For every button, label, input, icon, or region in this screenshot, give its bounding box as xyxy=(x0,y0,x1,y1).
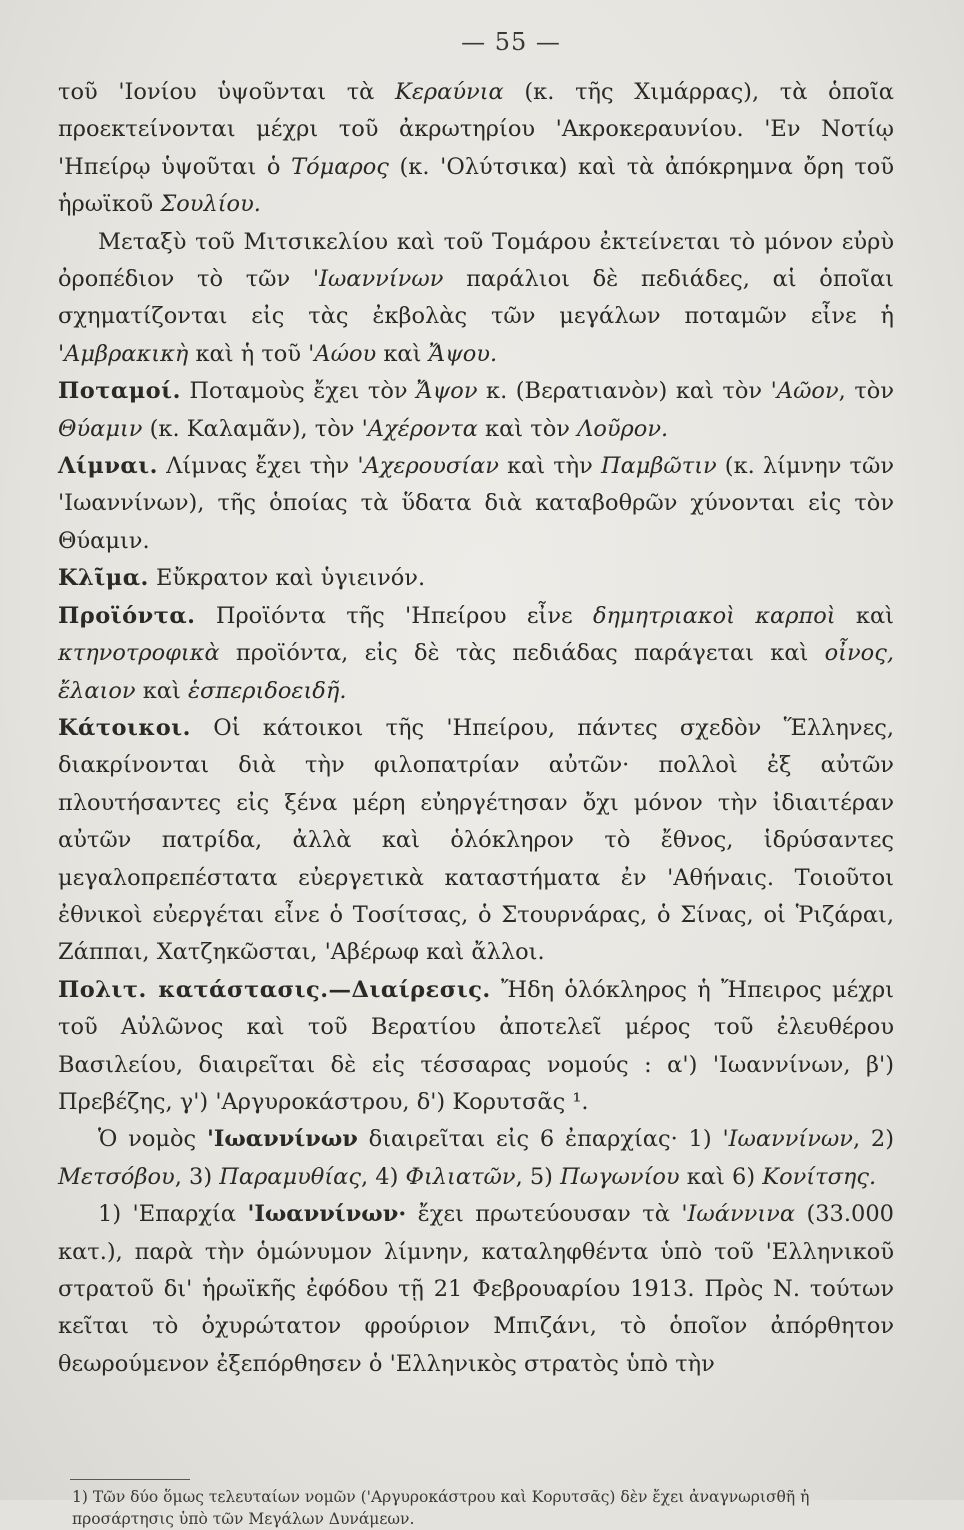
text-run: Κεραύνια xyxy=(395,79,504,105)
text-run: καὶ xyxy=(135,677,188,704)
paragraph-p4 xyxy=(58,448,894,560)
text-run: Ἄψον xyxy=(416,378,478,405)
text-run: οἶνος, ἔλαιον xyxy=(58,640,894,704)
text-run: ἔχει πρωτεύουσαν τὰ xyxy=(406,1201,682,1228)
text-run: 1) 'Επαρχία xyxy=(98,1201,248,1228)
text-run: 'Αῶον xyxy=(770,378,839,405)
text-run: κτηνοτροφικὰ xyxy=(58,640,220,667)
text-run: Μετσόβου xyxy=(58,1163,175,1190)
text-run: , 2) xyxy=(852,1126,894,1153)
text-run: (κ. τῆς Χιμάρρας), τὰ ὁποῖα προεκτείνονται μέχρι τοῦ ἀκρωτηρίου 'Ακροκεραυνίου. 'Εν Νοτίῳ 'Ηπείρῳ ὑψοῦται ὁ xyxy=(58,79,894,180)
text-run: 'Αχέροντα xyxy=(361,415,478,442)
text-run: Προϊόντα τῆς 'Ηπείρου εἶνε xyxy=(195,602,594,629)
text-run: Τόμαρος xyxy=(291,153,389,180)
text-run: , 5) xyxy=(515,1163,561,1190)
footnote xyxy=(58,1486,894,1530)
text-run: ἑσπεριδοειδῆ. xyxy=(187,677,347,704)
paragraph-p10 xyxy=(58,1196,894,1383)
main-text xyxy=(58,74,894,1383)
paragraph-p2 xyxy=(58,224,894,374)
text-run: προϊόντα, εἰς δὲ τὰς πεδιάδας παράγεται καὶ xyxy=(219,640,825,667)
text-run: καὶ xyxy=(835,602,894,629)
section-heading: Κλῖμα. xyxy=(58,565,149,592)
text-run: Λοῦρον. xyxy=(577,415,669,442)
text-run: Οἱ κάτοικοι τῆς 'Ηπείρου, πάντες σχεδὸν Ἕλληνες, διακρίνονται διὰ τὴν φιλοπατρίαν αὐτῶν· πολλοὶ ἐξ αὐτῶν πλουτήσαντες εἰς ξένα μέρη εὐηργέτησαν ὄχι μόνον τὴν ἰδιαιτέραν αὐτῶν πατρίδα, ἀλλὰ καὶ ὁλόκληρον τὸ ἔθνος, ἱδρύσαντες μεγαλοπρεπέστατα εὐεργετικὰ καταστήματα ἐν 'Αθήναις. Τοιοῦτοι ἐθνικοὶ εὐεργέται εἶνε ὁ Τοσίτσας, ὁ Στουρνάρας, ὁ Σίνας, οἱ Ῥιζάραι, Ζάππαι, Χατζηκῶσται, 'Αβέρωφ καὶ ἄλλοι. xyxy=(58,714,894,966)
text-run: Φιλιατῶν xyxy=(405,1163,516,1190)
text-run: κ. (Βερατιανὸν) καὶ τὸν xyxy=(477,378,771,405)
text-run: 'Αχερουσίαν xyxy=(357,453,499,480)
text-run: 'Ιωαννίνων xyxy=(312,266,444,293)
text-run: Ἤδη ὁλόκληρος ἡ Ἤπειρος μέχρι τοῦ Αὐλῶνος καὶ τοῦ Βερατίου ἀποτελεῖ μέρος τοῦ ἐλευθέρου Βασιλείου, διαιρεῖται δὲ εἰς τέσσαρας νομούς : α') 'Ιωαννίνων, β') Πρεβέζης, γ') 'Αργυροκάστρου, δ') Κορυτσᾶς ¹. xyxy=(58,976,894,1115)
text-run: Παραμυθίας xyxy=(219,1163,361,1190)
text-run: καὶ τὸν xyxy=(477,415,578,442)
text-run: καὶ τὴν xyxy=(498,453,601,480)
text-run: (κ. λίμνην τῶν 'Ιωαννίνων), τῆς ὁποίας τὰ ὕδατα διὰ καταβοθρῶν χύνονται εἰς τὸν Θύαμιν. xyxy=(58,453,894,554)
paragraph-p3 xyxy=(58,373,894,448)
text-run: (33.000 κατ.), παρὰ τὴν ὁμώνυμον λίμνην, καταληφθέντα ὑπὸ τοῦ 'Ελληνικοῦ στρατοῦ δι' ἡρωϊκῆς ἐφόδου τῇ 21 Φεβρουαρίου 1913. Πρὸς Ν. τούτων κεῖται τὸ ὀχυρώτατον φρούριον Μπιζάνι, τὸ ὁποῖον ἀπόρθητον θεωρούμενον ἐξεπόρθησεν ὁ 'Ελληνικὸς στρατὸς ὑπὸ τὴν xyxy=(58,1201,894,1377)
text-run: Θύαμιν xyxy=(58,415,143,442)
text-run: 'Ιωαννίνων· xyxy=(247,1201,407,1228)
paragraph-p6 xyxy=(58,598,894,710)
text-run: καὶ xyxy=(376,340,429,367)
text-run: , τὸν xyxy=(838,378,895,405)
text-run: Ὁ νομὸς xyxy=(98,1126,207,1153)
text-run: , 3) xyxy=(174,1163,220,1190)
paragraph-p1 xyxy=(58,74,894,224)
text-run: , 4) xyxy=(360,1163,406,1190)
paragraph-p8 xyxy=(58,972,894,1122)
text-run: Λίμνας ἔχει τὴν xyxy=(157,453,358,480)
text-run: (κ. Καλαμᾶν), τὸν xyxy=(142,415,362,442)
section-heading: Λίμναι. xyxy=(58,453,158,480)
text-run: Ἄψου. xyxy=(428,340,498,367)
text-run: διαιρεῖται εἰς 6 ἐπαρχίας· 1) xyxy=(357,1126,723,1153)
text-run: 'Ιωάννινα xyxy=(681,1201,796,1228)
text-run: Κονίτσης. xyxy=(762,1163,877,1190)
text-run: Πωγωνίου xyxy=(560,1163,680,1190)
footnote-divider xyxy=(70,1479,190,1480)
text-run: 'Αμβρακικὴ xyxy=(58,340,189,367)
text-run: Ποταμοὺς ἔχει τὸν xyxy=(180,378,417,405)
text-run: καὶ ἡ τοῦ xyxy=(188,340,309,367)
text-run: 'Αώου xyxy=(308,340,377,367)
text-run: 'Ιωαννίνων xyxy=(206,1126,358,1153)
section-heading: Προϊόντα. xyxy=(58,602,196,629)
paragraph-p7 xyxy=(58,710,894,972)
section-heading: Κάτοικοι. xyxy=(58,714,191,741)
section-heading: Πολιτ. κατάστασις.—Διαίρεσις. xyxy=(58,976,491,1003)
text-run: (κ. 'Ολύτσικα) καὶ τὰ ἀπόκρημνα ὄρη τοῦ ἡρωϊκοῦ xyxy=(58,153,894,218)
text-run: Εὔκρατον καὶ ὑγιεινόν. xyxy=(148,565,426,592)
text-run: 'Ιωαννίνων xyxy=(722,1126,853,1153)
paragraph-p9 xyxy=(58,1121,894,1196)
section-heading: Ποταμοί. xyxy=(58,378,181,405)
paragraph-p5 xyxy=(58,560,894,597)
text-run: Παμβῶτιν xyxy=(600,453,717,480)
footnote-text: 1) Τῶν δύο ὅμως τελευταίων νομῶν ('Αργυροκάστρου καὶ Κορυτσᾶς) δὲν ἔχει ἀναγνωρισθῆ ἡ προσάρτησις ὑπὸ τῶν Μεγάλων Δυνάμεων. xyxy=(72,1488,810,1529)
text-run: Σουλίου. xyxy=(160,191,261,218)
text-run: καὶ 6) xyxy=(679,1163,763,1190)
text-run: Μεταξὺ τοῦ Μιτσικελίου καὶ τοῦ Τομάρου ἐκτείνεται τὸ μόνον εὐρὺ ὀροπέδιον τὸ τῶν xyxy=(58,228,894,293)
text-run: τοῦ 'Ιονίου ὑψοῦνται τὰ xyxy=(58,79,396,105)
page-number: — 55 — xyxy=(461,28,561,56)
text-run: παράλιοι δὲ πεδιάδες, αἱ ὁποῖαι σχηματίζονται εἰς τὰς ἐκβολὰς τῶν μεγάλων ποταμῶν εἶνε ἡ xyxy=(58,266,894,330)
text-run: δημητριακοὶ καρποὶ xyxy=(593,602,836,629)
